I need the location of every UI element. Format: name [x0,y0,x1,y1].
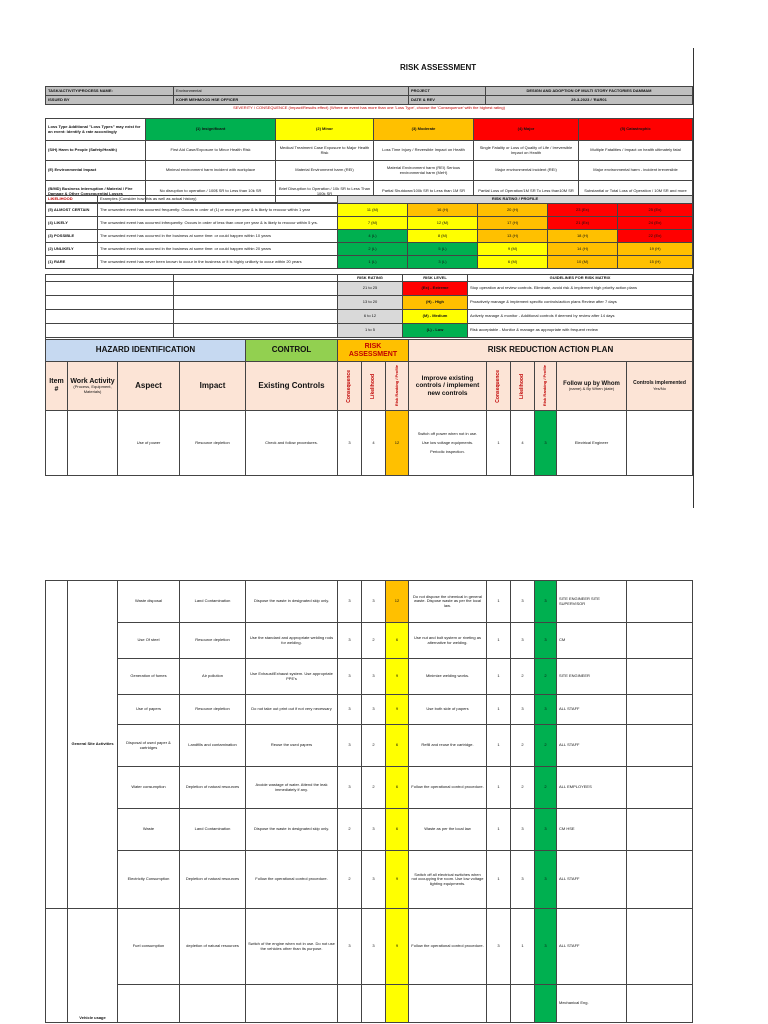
row-label: (B/MD) Business Interruption / Material / Fire Damage & Other Consequential Losses [46,181,146,203]
impact-cell: depletion of natural resources [180,909,246,985]
matrix-row [46,324,693,338]
likelihood-cell-2: 2 [511,725,535,767]
table-row [46,411,693,476]
col-controls: Existing Controls [246,362,338,411]
consequence-cell: 3 [338,581,362,623]
consequence-cell: 3 [338,725,362,767]
col-consequence-label-2: Consequence [494,369,501,403]
rating-cell-2: 3 [535,851,557,909]
risk-rating-cell: 15 (H) [618,256,693,269]
col-follow-sub: (name) & By When (date) [568,386,615,392]
date-value: 29-3-2023 / 'RAR01 [486,96,693,105]
col-aspect: Aspect [118,362,180,411]
improve-cell: Use nut and bolt system or riveting as alternative for welding. [409,623,487,659]
follow-cell: ALL STAFF [557,851,627,909]
rating-cell-2: 3 [535,581,557,623]
table-row [46,581,693,623]
likelihood-label: (1) RARE [46,256,98,269]
follow-cell: ALL STAFF [557,695,627,725]
cell: Substantial or Total Loss of Operation / 10M SR and more [579,181,693,203]
consequence-cell: 2 [338,809,362,851]
page-right-border [693,48,694,508]
project-label: PROJECT [409,87,486,96]
risk-rating-cell: 24 (Ex) [618,217,693,230]
table-row [46,851,693,909]
improve-cell: Waste as per the local law [409,809,487,851]
aspect-cell: Use Of steel [118,623,180,659]
likelihood-cell-2: 3 [511,809,535,851]
likelihood-cell-2: 3 [511,695,535,725]
likelihood-cell-2: 2 [511,659,535,695]
impact-cell: Air pollution [180,659,246,695]
col-follow-title: Follow up by Whom [563,380,620,387]
risk-rating-cell: 5 (L) [408,243,478,256]
col-rating-2 [535,362,557,411]
cell: No disruption to operation / 100$ SR to Less than 10k SR [146,181,276,203]
risk-rating-cell: 20 (H) [478,204,548,217]
cell: Multiple Fatalities / Impact on health ultimately fatal [579,141,693,161]
implemented-cell [627,809,693,851]
col-likelihood [362,362,386,411]
matrix-level: (Ex) - Extreme [403,282,468,296]
implemented-cell [627,623,693,659]
likelihood-header-desc: Examples (Consider how this as well as actual history) [98,196,338,204]
likelihood-row [46,256,693,269]
header-table [45,86,693,112]
col-likelihood-label: Likelihood [369,373,376,399]
matrix-row [46,282,693,296]
risk-rating-cell: 13 (H) [478,230,548,243]
risk-rating-cell: 11 (M) [338,204,408,217]
consequence-cell-2: 1 [487,725,511,767]
consequence-cell-2: 1 [487,809,511,851]
improve-line: Use low voltage equipments. [421,439,474,445]
rating-cell: 6 [386,725,409,767]
likelihood-table [45,195,693,269]
consequence-cell-2: 3 [487,909,511,985]
group-general: General Site Activities [68,581,118,909]
aspect-cell: Water consumption [118,767,180,809]
likelihood-desc: The unwanted event has occurred in the business at some time: or could happen within 20 years [98,243,338,256]
controls-cell: Follow the operational control procedure. [246,851,338,909]
consequence-cell-2: 1 [487,581,511,623]
col-rating [386,362,409,411]
consequence-table [45,118,693,203]
likelihood-row [46,243,693,256]
risk-rating-cell: 14 (H) [548,243,618,256]
rating-cell-2: 2 [535,659,557,695]
follow-cell: ALL STAFF [557,909,627,985]
follow-cell: Mechanical Eng. [557,985,627,1023]
impact-cell: Land Contamination [180,809,246,851]
likelihood-cell: 3 [362,809,386,851]
table-row [46,659,693,695]
risk-rating-cell: 10 (M) [548,256,618,269]
matrix-range: 21 to 25 [338,282,403,296]
rating-cell: 9 [386,659,409,695]
likelihood-desc: The unwanted event has occurred frequently: Occurs in order of (1) or more per year & is likely to reoccur within 1 year [98,204,338,217]
table-row [46,809,693,851]
improve-line: Switch off power when not in use. [417,431,478,437]
col-improve: Improve existing controls / implement new controls [409,362,487,411]
matrix-range: 13 to 20 [338,296,403,310]
likelihood-cell-2: 2 [511,767,535,809]
likelihood-desc: The unwanted event has occurred infrequently: Occurs in order of less than once per year & is likely to reoccur within 5 yrs. [98,217,338,230]
col-implemented [627,362,693,411]
col-item: Item # [46,362,68,411]
rating-cell-2: 3 [535,411,557,476]
controls-cell: Use the standard and appropriate welding rods for welding. [246,623,338,659]
consequence-cell: 3 [338,767,362,809]
consequence-cell: 3 [338,623,362,659]
impact-cell [180,985,246,1023]
impact-cell: Resource depletion [180,623,246,659]
likelihood-row [46,230,693,243]
rating-cell-2: 2 [535,725,557,767]
likelihood-cell-2 [511,985,535,1023]
follow-cell: ALL EMPLOYEES [557,767,627,809]
cell: Major environmental incident (REI) [474,161,579,181]
implemented-cell [627,581,693,623]
likelihood-header: LIKELIHOOD [46,196,98,204]
cell: First Aid Case/Exposure to Minor Health Risk [146,141,276,161]
controls-cell [246,985,338,1023]
col-likelihood-2 [511,362,535,411]
improve-cell: Refill and reuse the cartridge. [409,725,487,767]
table-row [46,909,693,985]
section-reduction: RISK REDUCTION ACTION PLAN [409,340,693,362]
likelihood-cell-2: 1 [511,909,535,985]
section-hazard: HAZARD IDENTIFICATION [46,340,246,362]
risk-rating-cell: 1 (L) [338,256,408,269]
section-header [45,339,693,362]
section-assessment: RISK ASSESSMENT [338,340,409,362]
matrix-row [46,296,693,310]
consequence-cell: 3 [338,659,362,695]
likelihood-row [46,204,693,217]
level-catastrophic: (5) Catastrophic [579,119,693,141]
impact-cell: Resource depletion [180,695,246,725]
rating-cell: 6 [386,623,409,659]
controls-cell: Check and follow procedures. [246,411,338,476]
implemented-cell [627,851,693,909]
likelihood-desc: The unwanted event has never been known to occur in the business or it is highly unlikely to occur within 20 years [98,256,338,269]
risk-rating-cell: 19 (H) [618,243,693,256]
consequence-cell: 3 [338,695,362,725]
likelihood-cell: 3 [362,695,386,725]
improve-line: Periodic inspection. [430,448,465,454]
risk-rating-cell: 2 (L) [338,243,408,256]
level-major: (4) Major [474,119,579,141]
risk-profile-label: RISK RATING / PROFILE [338,196,693,204]
risk-rating-cell: 17 (H) [478,217,548,230]
col-follow [557,362,627,411]
rating-cell [386,985,409,1023]
consequence-cell-2: 1 [487,767,511,809]
likelihood-label: (4) LIKELY [46,217,98,230]
likelihood-cell: 2 [362,767,386,809]
improve-cell: Do not dispose the chemical in general waste. Dispose waste as per the local law. [409,581,487,623]
matrix-row [46,310,693,324]
issued-label: ISSUED BY [46,96,174,105]
severity-note: SEVERITY / CONSEQUENCE (Impact/Results effect) (Where an event has more than one 'Loss Type', choose the 'Consequence' with the highest rating) [233,105,505,111]
rating-cell: 12 [386,411,409,476]
aspect-cell: Disposal of used paper & cartridges [118,725,180,767]
consequence-cell-2: 1 [487,851,511,909]
rating-cell: 9 [386,909,409,985]
consequence-cell [338,985,362,1023]
level-insignificant: (1) Insignificant [146,119,276,141]
consequence-cell-2: 1 [487,623,511,659]
improve-cell [409,985,487,1023]
likelihood-cell: 4 [362,411,386,476]
table-row [46,985,693,1023]
matrix-range: 6 to 12 [338,310,403,324]
section-control: CONTROL [246,340,338,362]
col-consequence-2 [487,362,511,411]
task-label: TASK/ACTIVITY/PROCESS NAME: [46,87,174,96]
page1-row [45,410,693,476]
table-row [46,623,693,659]
group-vehicle: Vehicle usage [68,909,118,1023]
table-row [46,695,693,725]
consequence-cell-2: 1 [487,695,511,725]
impact-cell: Resource depletion [180,411,246,476]
improve-cell: Use both side of papers [409,695,487,725]
risk-rating-cell: 6 (M) [478,256,548,269]
follow-cell: CM HSE [557,809,627,851]
likelihood-cell: 3 [362,851,386,909]
column-header [45,361,693,411]
table-row [46,725,693,767]
matrix-guide: Proactively manage & implement specific controls/action plans Review after 7 days [468,296,693,310]
cell: Single Fatality or Loss of Quality of Life / Irreversible Impact on Health [474,141,579,161]
risk-rating-cell: 12 (M) [408,217,478,230]
issued-value: KOHR MEHMOOD HSE OFFICER [174,96,409,105]
aspect-cell: Electricity Consumption [118,851,180,909]
matrix-level: (L) - Low [403,324,468,338]
aspect-cell: Waste disposal [118,581,180,623]
rating-cell: 6 [386,767,409,809]
impact-cell: Depletion of natural resources [180,851,246,909]
matrix-header-level: RISK LEVEL [403,275,468,282]
consequence-cell: 3 [338,909,362,985]
consequence-cell-2: 1 [487,659,511,695]
loss-type-label: Loss Type Additional "Loss Types" may exist for an event: Identify & rate accordingly [46,119,146,141]
aspect-cell [118,985,180,1023]
risk-rating-cell: 23 (Ex) [548,204,618,217]
risk-rating-cell: 3 (L) [408,256,478,269]
col-implemented-title: Controls implemented [633,380,686,387]
likelihood-cell: 3 [362,581,386,623]
rating-cell-2: 2 [535,767,557,809]
aspect-cell: Generation of fumes [118,659,180,695]
impact-cell: Landfills and contamination [180,725,246,767]
likelihood-cell [362,985,386,1023]
matrix-header-rating: RISK RATING [338,275,403,282]
likelihood-cell: 3 [362,909,386,985]
impact-cell: Depletion of natural resources [180,767,246,809]
task-value: Environmental [174,87,409,96]
improve-cell: Switch off all electrical switches when not occupying the room. Use low voltage lighting equipments. [409,851,487,909]
improve-cell: Follow the operational control procedure. [409,767,487,809]
matrix-guide: Stop operation and review controls. Eliminate, avoid risk & implement high priority action plans [468,282,693,296]
col-likelihood-label-2: Likelihood [518,373,525,399]
rating-cell-2 [535,985,557,1023]
rating-cell: 9 [386,695,409,725]
likelihood-cell-2: 3 [511,623,535,659]
likelihood-cell: 2 [362,623,386,659]
implemented-cell [627,767,693,809]
aspect-cell: Use of papers [118,695,180,725]
risk-rating-cell: 9 (M) [478,243,548,256]
consequence-cell-2 [487,985,511,1023]
rating-cell-2: 3 [535,909,557,985]
col-activity-title: Work Activity [70,377,115,385]
follow-cell: ALL STAFF [557,725,627,767]
row-label: (S/H) Harm to People (Safety/Health) [46,141,146,161]
rating-cell-2: 3 [535,809,557,851]
matrix-guide: Actively manage & monitor - Additional controls if deemed by review after 14 days [468,310,693,324]
page-title: RISK ASSESSMENT [400,63,477,72]
consequence-cell: 3 [338,411,362,476]
col-implemented-sub: Yes/No [653,385,666,391]
consequence-cell: 2 [338,851,362,909]
controls-cell: Dispose the waste in designated skip only. [246,809,338,851]
cell: Minimal environment harm incident with workplace [146,161,276,181]
aspect-cell: Fuel consumption [118,909,180,985]
risk-rating-cell: 22 (Ex) [618,230,693,243]
likelihood-cell-2: 3 [511,851,535,909]
col-consequence [338,362,362,411]
likelihood-cell-2: 4 [511,411,535,476]
cell: Material Environment harm (REI) [276,161,374,181]
implemented-cell [627,725,693,767]
level-moderate: (3) Moderate [374,119,474,141]
cell: Brief Disruption to Operation / 10k SR to Less Than 100k SR [276,181,374,203]
risk-rating-cell: 16 (H) [408,204,478,217]
controls-cell: Do not take out print out if not very necessary [246,695,338,725]
improve-cell: Follow the operational control procedure. [409,909,487,985]
col-activity-sub: (Process, Equipment, Materials) [73,384,112,394]
likelihood-desc: The unwanted event has occurred in the business at some time: or could happen within 10 years [98,230,338,243]
follow-cell: Electrical Engineer [557,411,627,476]
rating-cell: 12 [386,581,409,623]
rating-cell: 9 [386,851,409,909]
improve-cell [409,411,487,476]
impact-cell: Land Contamination [180,581,246,623]
implemented-cell [627,659,693,695]
implemented-cell [627,909,693,985]
risk-rating-cell: 18 (H) [548,230,618,243]
date-label: DATE & REV [409,96,486,105]
table-row [46,767,693,809]
matrix-table [45,274,693,346]
matrix-level: (M) - Medium [403,310,468,324]
likelihood-cell-2: 3 [511,581,535,623]
controls-cell: Avoide wastage of water. Attend the leak immediately if any. [246,767,338,809]
risk-rating-cell: 4 (L) [338,230,408,243]
col-rating-label-2: Risk Ranking / Profile [542,365,548,407]
likelihood-row [46,217,693,230]
rating-cell: 6 [386,809,409,851]
cell: Medical Treatment Case Exposure to Major Health Risk [276,141,374,161]
risk-rating-cell: 21 (Ex) [548,217,618,230]
matrix-guide: Risk acceptable - Monitor & manage as appropriate with frequent review [468,324,693,338]
cell: Partial Loss of Operation/1M SR To Less than10M SR [474,181,579,203]
risk-rating-cell: 7 (M) [338,217,408,230]
col-activity [68,362,118,411]
cell: Material Environment harm (REI) Serious environmental harm (MeH) [374,161,474,181]
implemented-cell [627,695,693,725]
matrix-level: (H) - High [403,296,468,310]
follow-cell: SITE ENGINEER [557,659,627,695]
level-minor: (2) Minor [276,119,374,141]
likelihood-label: (2) UNLIKELY [46,243,98,256]
project-value: DESIGN AND ADOPTION OF MULTI STORY FACTORIES DAMMAM [486,87,693,96]
controls-cell: Switch of the engine when not in use. Do not use the vehicles other than its purpose. [246,909,338,985]
controls-cell: Reuse the used papers [246,725,338,767]
likelihood-label: (3) POSSIBLE [46,230,98,243]
matrix-range: 1 to 5 [338,324,403,338]
col-consequence-label: Consequence [345,369,352,403]
matrix-header-guide: GUIDELINES FOR RISK MATRIX [468,275,693,282]
likelihood-cell: 3 [362,659,386,695]
risk-rating-cell: 8 (M) [408,230,478,243]
likelihood-label: (5) ALMOST CERTAIN [46,204,98,217]
likelihood-cell: 2 [362,725,386,767]
row-label: (E) Environmental Impact [46,161,146,181]
aspect-cell: Waste [118,809,180,851]
follow-cell: CM [557,623,627,659]
page2-table [45,580,693,1023]
consequence-cell-2: 1 [487,411,511,476]
controls-cell: Use Exhaust/Exhaust system. Use appropriate PPE's [246,659,338,695]
rating-cell-2: 3 [535,623,557,659]
cell: Major environmental harm - incident irreversible [579,161,693,181]
improve-cell: Minimize welding works. [409,659,487,695]
implemented-cell [627,985,693,1023]
col-impact: Impact [180,362,246,411]
cell: Partial Shutdown/100k SR to Less than 1M SR [374,181,474,203]
aspect-cell: Use of power [118,411,180,476]
risk-rating-cell: 25 (Ex) [618,204,693,217]
cell: Loss Time Injury / Reversible Impact on Health [374,141,474,161]
rating-cell-2: 3 [535,695,557,725]
controls-cell: Dispose the waste in designated skip only. [246,581,338,623]
col-rating-label: Risk Ranking / Profile [393,365,399,407]
follow-cell: SITE ENGINEER SITE SUPERVISOR [557,581,627,623]
